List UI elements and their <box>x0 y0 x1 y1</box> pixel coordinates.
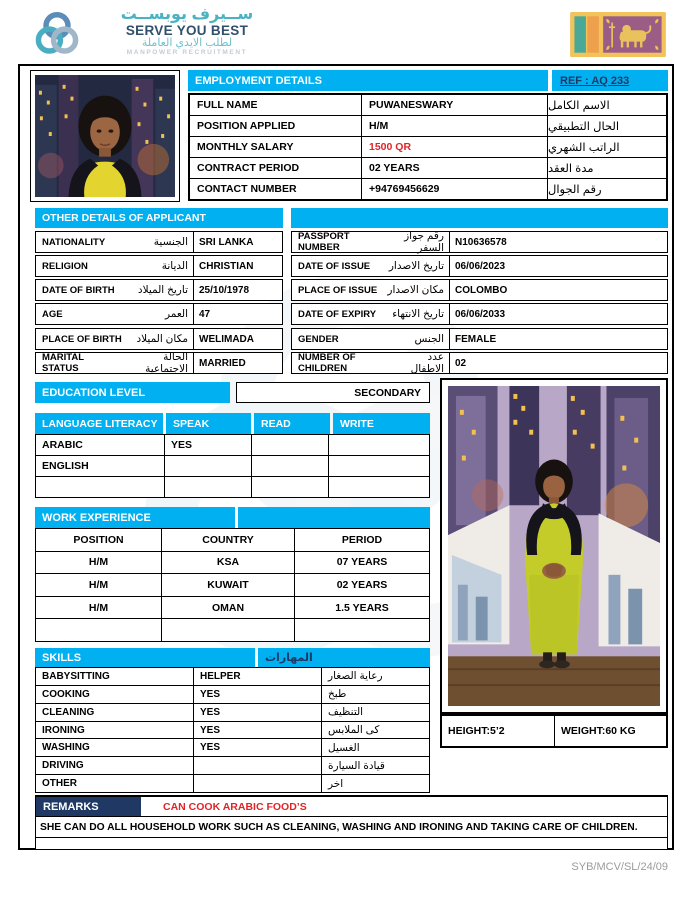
cell <box>251 477 328 497</box>
field-value: N10636578 <box>455 236 507 248</box>
other-details-title: OTHER DETAILS OF APPLICANT <box>35 208 283 228</box>
remarks-highlight: CAN COOK ARABIC FOOD’S <box>163 800 307 813</box>
table-row <box>36 685 429 703</box>
field-label-arabic: تاريخ الانتهاء <box>392 308 444 320</box>
field-label-arabic: الديانة <box>161 260 188 272</box>
work-experience-header-bar <box>238 507 430 528</box>
skill-label-arabic: التنظيف <box>321 704 429 721</box>
field-value: 02 <box>455 357 467 369</box>
column-header: LANGUAGE LITERACY <box>35 413 163 434</box>
table-row <box>36 551 429 574</box>
skills-title-arabic: المهارات <box>258 648 430 667</box>
field-label: PLACE OF ISSUE <box>298 284 378 296</box>
reference-number: REF : AQ 233 <box>552 70 668 91</box>
physical-details <box>440 714 668 748</box>
applicant-portrait-photo <box>30 70 180 202</box>
column-header: WRITE <box>333 413 430 434</box>
field-value: 06/06/2033 <box>455 308 506 320</box>
skill-value <box>193 757 321 774</box>
skill-label-arabic: الغسيل <box>321 739 429 756</box>
agency-logo-text <box>92 7 282 56</box>
field-value: COLOMBO <box>455 284 508 296</box>
cell: 1.5 YEARS <box>294 597 429 619</box>
field-label: POSITION APPLIED <box>190 116 362 136</box>
cell: ARABIC <box>42 439 83 451</box>
employment-details-title: EMPLOYMENT DETAILS <box>188 70 548 91</box>
field-label: AGE <box>42 308 63 320</box>
table-row <box>36 618 429 641</box>
column-header: COUNTRY <box>161 529 294 551</box>
agency-arabic-tagline: لطلب الايدي العاملة <box>141 36 233 49</box>
skill-value: YES <box>193 722 321 739</box>
table-row <box>36 596 429 619</box>
field-value: 02 YEARS <box>362 158 548 178</box>
cell: 02 YEARS <box>294 574 429 596</box>
cell <box>36 619 161 641</box>
language-literacy-header <box>35 413 430 434</box>
table-row <box>190 157 666 178</box>
other-details-header-bar <box>291 208 668 228</box>
table-row <box>35 279 668 301</box>
field-label-arabic: تاريخ الاصدار <box>388 260 444 272</box>
table-row <box>35 231 668 253</box>
weight-value: WEIGHT:60 KG <box>561 725 636 737</box>
table-row <box>190 95 666 115</box>
cell: H/M <box>88 601 109 614</box>
skill-label: IRONING <box>42 724 85 736</box>
field-value: CHRISTIAN <box>199 260 254 272</box>
table-row <box>36 476 429 497</box>
column-header: SPEAK <box>166 413 251 434</box>
table-row <box>36 703 429 721</box>
skill-label-arabic: كى الملابس <box>321 722 429 739</box>
applicant-fullbody-photo <box>440 378 668 714</box>
cell <box>294 619 429 641</box>
table-row <box>35 328 668 350</box>
field-label-arabic: الجنس <box>414 333 444 345</box>
agency-name: SERVE YOU BEST <box>125 22 249 38</box>
table-row <box>35 352 668 374</box>
table-row <box>190 178 666 199</box>
column-header: READ <box>254 413 330 434</box>
column-header: PERIOD <box>294 529 429 551</box>
remarks-section <box>35 795 668 850</box>
skills-title: SKILLS <box>35 648 255 667</box>
field-label: DATE OF EXPIRY <box>298 308 377 320</box>
table-row <box>36 738 429 756</box>
remarks-title: REMARKS <box>36 797 141 816</box>
skill-label: COOKING <box>42 688 90 700</box>
field-label-arabic: الاسم الكامل <box>548 100 610 112</box>
skills-table <box>35 667 430 793</box>
field-label-arabic: العمر <box>164 308 188 320</box>
cell: ENGLISH <box>42 460 89 472</box>
employment-details-table <box>188 93 668 201</box>
cell: H/M <box>88 556 109 569</box>
employment-details-header <box>188 70 668 91</box>
field-label-arabic: مدة العقد <box>548 163 594 175</box>
cell: OMAN <box>161 597 294 619</box>
field-label-arabic: الراتب الشهري <box>548 142 620 154</box>
field-value: 47 <box>199 308 211 320</box>
cell <box>164 456 251 476</box>
work-experience-title: WORK EXPERIENCE <box>35 507 235 528</box>
cell <box>161 619 294 641</box>
field-label: GENDER <box>298 333 339 345</box>
cell <box>251 456 328 476</box>
column-header: POSITION <box>73 533 124 546</box>
cell: KUWAIT <box>161 574 294 596</box>
table-header-row <box>36 529 429 551</box>
field-label: PASSPORT NUMBER <box>298 231 350 253</box>
cell: H/M <box>88 578 109 591</box>
table-row <box>36 668 429 685</box>
field-label: DATE OF BIRTH <box>42 284 115 296</box>
field-label: NUMBER OF CHILDREN <box>298 352 356 374</box>
skill-label-arabic: رعاية الصغار <box>321 668 429 685</box>
table-row <box>36 435 429 455</box>
education-level-label: EDUCATION LEVEL <box>35 382 230 403</box>
table-row <box>36 774 429 792</box>
field-label: FULL NAME <box>190 95 362 115</box>
cell: KSA <box>161 552 294 574</box>
cell <box>328 477 429 497</box>
field-value: PUWANESWARY <box>362 95 548 115</box>
work-experience-table <box>35 528 430 642</box>
skills-header <box>35 648 430 667</box>
field-label: PLACE OF BIRTH <box>42 333 122 345</box>
field-label-arabic: الجنسية <box>153 236 188 248</box>
field-value: 06/06/2023 <box>455 260 506 272</box>
agency-tagline: MANPOWER RECRUITMENT <box>126 48 248 56</box>
table-row <box>36 721 429 739</box>
cell: YES <box>164 435 251 455</box>
field-label: DATE OF ISSUE <box>298 260 371 272</box>
table-row <box>190 136 666 157</box>
table-row <box>35 255 668 277</box>
work-experience-header <box>35 507 430 528</box>
field-value: MARRIED <box>199 357 246 369</box>
field-label-arabic: تاريخ الميلاد <box>137 284 188 296</box>
cell <box>36 477 164 497</box>
remarks-row <box>35 797 668 817</box>
cell: 07 YEARS <box>294 552 429 574</box>
field-label-arabic: مكان الميلاد <box>136 333 188 345</box>
field-label: RELIGION <box>42 260 88 272</box>
field-label-arabic: رقم الجوال <box>548 184 602 196</box>
field-value: 25/10/1978 <box>199 284 250 296</box>
skill-label-arabic: اخر <box>321 775 429 792</box>
skill-value: YES <box>193 739 321 756</box>
skill-label: DRIVING <box>42 760 84 772</box>
cell <box>164 477 251 497</box>
skill-label: OTHER <box>42 778 77 790</box>
field-label-arabic: مكان الاصدار <box>387 284 444 296</box>
field-label: NATIONALITY <box>42 236 106 248</box>
field-label-arabic: الحالة الاجتماعية <box>145 351 188 375</box>
table-row <box>190 115 666 136</box>
field-value: 1500 QR <box>362 137 548 157</box>
skill-label-arabic: قيادة السيارة <box>321 757 429 774</box>
table-row <box>35 303 668 325</box>
field-label: CONTRACT PERIOD <box>190 158 362 178</box>
education-level-value: SECONDARY <box>236 382 430 403</box>
sri-lanka-flag-icon <box>570 12 666 57</box>
height-value: HEIGHT:5’2 <box>442 716 555 746</box>
table-row <box>36 756 429 774</box>
field-value: +94769456629 <box>362 179 548 199</box>
table-row <box>36 455 429 476</box>
field-value: FEMALE <box>455 333 497 345</box>
skill-label: WASHING <box>42 742 90 754</box>
skill-value: YES <box>193 704 321 721</box>
skill-value: HELPER <box>193 668 321 685</box>
skill-value: YES <box>193 686 321 703</box>
document-code: SYB/MCV/SL/24/09 <box>571 861 668 873</box>
skill-label: BABYSITTING <box>42 670 110 682</box>
cell <box>328 435 429 455</box>
cell <box>328 456 429 476</box>
agency-logo-icon <box>30 8 84 62</box>
cell <box>251 435 328 455</box>
skill-value <box>193 775 321 792</box>
field-value: SRI LANKA <box>199 236 254 248</box>
field-label: CONTACT NUMBER <box>190 179 362 199</box>
skill-label: CLEANING <box>42 706 95 718</box>
remarks-body: SHE CAN DO ALL HOUSEHOLD WORK SUCH AS CLEANING, WASHING AND IRONING AND TAKING CARE OF CHILDREN. <box>35 817 668 838</box>
agency-arabic-name: ســيرف يوبســت <box>120 6 254 23</box>
table-row <box>36 573 429 596</box>
field-label: MARITAL STATUS <box>42 352 84 374</box>
field-label-arabic: رقم جواز السفر <box>404 230 444 254</box>
language-literacy-table <box>35 434 430 498</box>
field-value: WELIMADA <box>199 333 254 345</box>
field-label: MONTHLY SALARY <box>190 137 362 157</box>
skill-label-arabic: طبخ <box>321 686 429 703</box>
field-label-arabic: عدد الاطفال <box>410 351 444 375</box>
field-label-arabic: الحال التطبيقي <box>548 121 620 133</box>
remarks-empty-row <box>35 838 668 850</box>
field-value: H/M <box>362 116 548 136</box>
